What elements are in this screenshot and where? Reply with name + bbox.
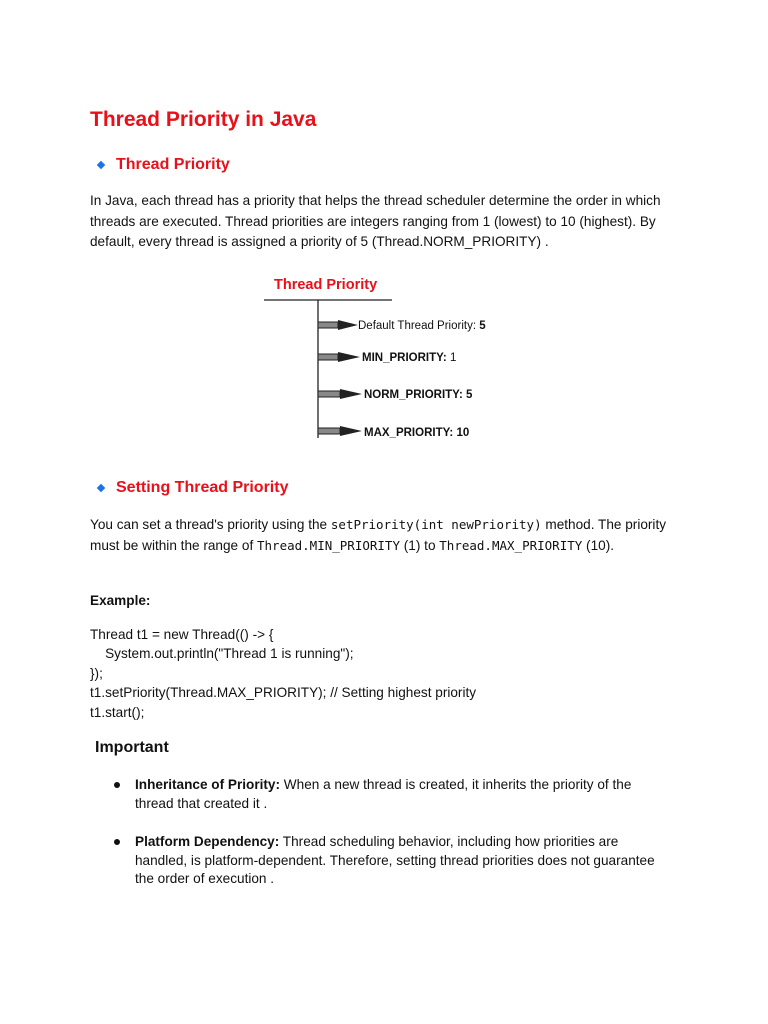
svg-text:NORM_PRIORITY: 5 <box>364 389 473 401</box>
svg-text:MAX_PRIORITY: 10 <box>364 427 469 439</box>
diagram-item-value: 1 <box>449 352 457 364</box>
diagram-item-label: Default Thread Priority: <box>358 320 480 332</box>
important-heading: Important <box>95 739 169 756</box>
section-heading-setting-priority <box>98 479 288 497</box>
code-line: t1.start(); <box>90 704 145 720</box>
diagram-title: Thread Priority <box>274 277 378 293</box>
diagram-branch <box>318 426 469 439</box>
setpriority-code: setPriority(int newPriority) <box>330 517 542 532</box>
diagram-item-label: NORM_PRIORITY: <box>364 389 467 401</box>
setting-text-2: method. The priority must be within the range of <box>90 517 667 553</box>
min-priority-code: Thread.MIN_PRIORITY <box>257 537 400 553</box>
diamond-bullet-icon <box>97 484 105 492</box>
code-example <box>90 625 476 722</box>
diagram-item-label: MIN_PRIORITY: <box>362 352 450 364</box>
intro-paragraph: In Java, each thread has a priority that helps the thread scheduler determine the order in which threads are executed. Thread priorities are integers ranging from 1 (lowest) to 10 (highest). By default, every thread is assigned a priority of 5 (Thread.NORM_PRIORITY) . <box>90 193 661 249</box>
diagram-branch <box>318 320 486 332</box>
diagram-item-value: 5 <box>466 389 473 401</box>
svg-text:Default Thread Priority: 5 <box>358 320 486 332</box>
priority-diagram <box>262 270 512 445</box>
list-item <box>112 833 672 889</box>
list-item-text: Thread scheduling behavior, including how priorities are handled, is platform-dependent. Therefore, setting thread priorities does not guarantee the order of execution . <box>135 834 655 887</box>
setting-text-3: (1) to <box>400 537 440 553</box>
diagram-item-value: 5 <box>479 320 486 332</box>
diagram-item-label: MAX_PRIORITY: <box>364 427 457 439</box>
diagram-item-value: 10 <box>456 427 470 439</box>
list-item-text: When a new thread is created, it inherits the priority of the thread that created it . <box>135 777 632 811</box>
code-line: }); <box>90 665 103 681</box>
code-line: Thread t1 = new Thread(() -> { <box>90 627 274 642</box>
code-line: t1.setPriority(Thread.MAX_PRIORITY); // Setting highest priority <box>90 685 477 701</box>
list-item-bold: Inheritance of Priority: <box>135 777 281 792</box>
svg-text:MIN_PRIORITY: 1 <box>362 352 456 364</box>
setting-paragraph <box>90 515 680 556</box>
section-heading-text: Thread Priority <box>116 156 230 173</box>
max-priority-code: Thread.MAX_PRIORITY <box>439 537 583 553</box>
bullet-dot-icon <box>114 839 120 845</box>
diamond-bullet-icon <box>97 161 105 169</box>
setting-text-4: (10). <box>582 537 615 553</box>
diagram-branch <box>318 389 473 401</box>
example-label: Example: <box>90 593 151 608</box>
list-item-bold: Platform Dependency: <box>135 834 280 850</box>
code-line: System.out.println("Thread 1 is running"); <box>90 646 354 662</box>
diagram-branch <box>318 352 456 364</box>
setting-text-1: You can set a thread's priority using the <box>90 517 331 532</box>
list-item <box>112 776 672 813</box>
section-heading-text: Setting Thread Priority <box>116 479 289 496</box>
page-title: Thread Priority in Java <box>90 108 317 131</box>
important-list <box>112 776 672 909</box>
bullet-dot-icon <box>114 782 120 788</box>
section-heading-thread-priority <box>98 156 230 174</box>
